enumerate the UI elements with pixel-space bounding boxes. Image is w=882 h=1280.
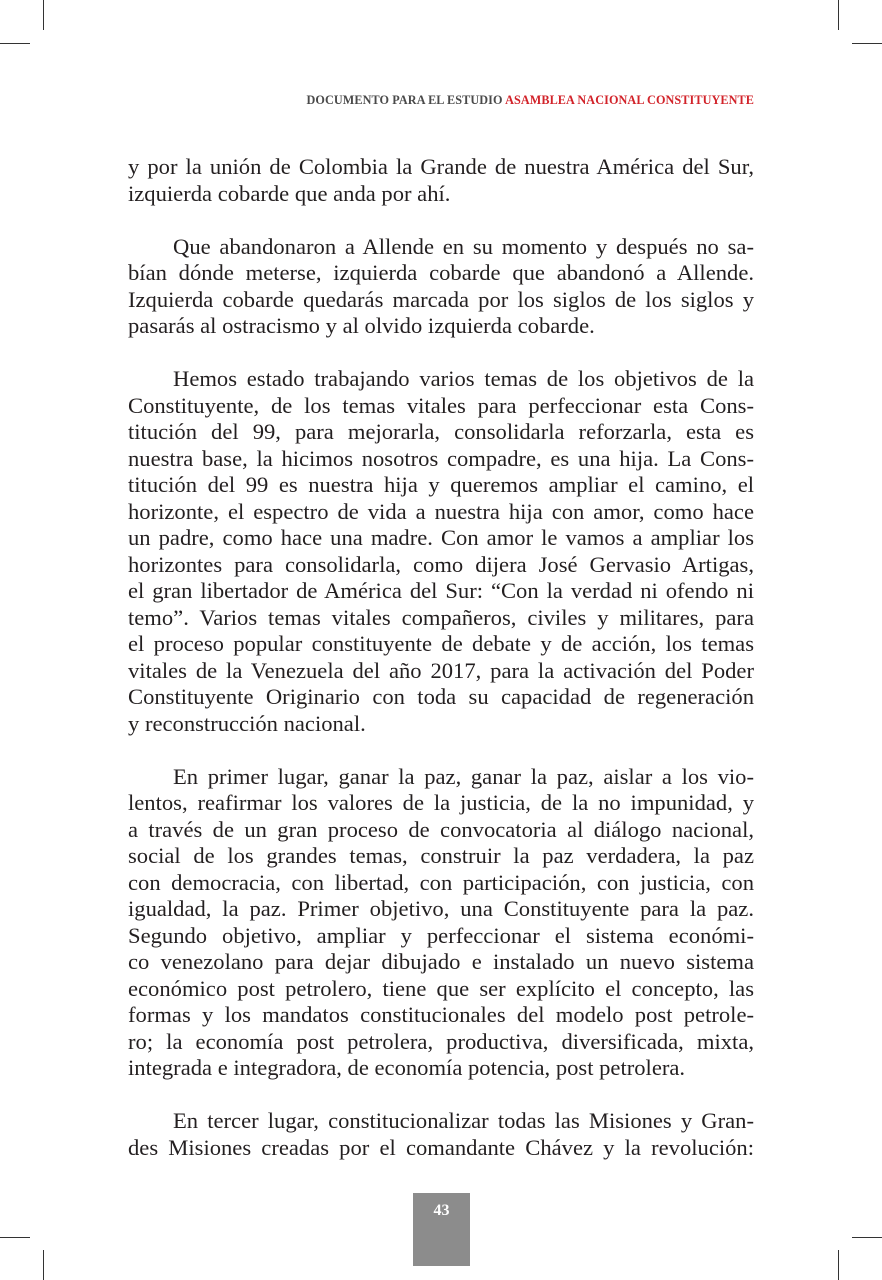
text-line: izquierda cobarde que anda por ahí. (128, 180, 451, 206)
text-line: y por la unión de Colombia la Grande de nuestra América del Sur, (128, 154, 754, 179)
text-line: Hemos estado trabajando varios temas de los objetivos de la (173, 366, 754, 391)
text-line: a través de un gran proceso de convocatoria al diálogo nacional, (128, 816, 754, 842)
paragraph (128, 764, 754, 1082)
paragraph (128, 1108, 754, 1161)
page-number (413, 1193, 470, 1266)
text-line: des Misiones creadas por el comandante Chávez y la revolución: (128, 1134, 754, 1160)
header-title: ASAMBLEA NACIONAL CONSTITUYENTE (505, 93, 754, 107)
text-line: social de los grandes temas, construir la paz verdadera, la paz (128, 843, 754, 868)
crop-mark (0, 43, 30, 44)
paragraph (128, 366, 754, 737)
text-line: Constituyente, de los temas vitales para perfeccionar esta Cons- (128, 392, 754, 418)
paragraph (128, 154, 754, 207)
text-line: horizonte, el espectro de vida a nuestra hija con amor, como hace (128, 498, 754, 524)
header-prefix: DOCUMENTO PARA EL ESTUDIO (306, 93, 503, 107)
text-line: pasarás al ostracismo y al olvido izquierda cobarde. (128, 313, 595, 338)
text-line: horizontes para consolidarla, como dijera José Gervasio Artigas, (128, 551, 754, 577)
crop-mark (43, 1250, 44, 1280)
text-line: En tercer lugar, constitucionalizar todas las Misiones y Gran- (173, 1108, 754, 1133)
crop-mark (852, 43, 882, 44)
page-number-text: 43 (433, 1202, 450, 1219)
text-line: vitales de la Venezuela del año 2017, para la activación del Poder (128, 657, 754, 683)
text-line: titución del 99 es nuestra hija y queremos ampliar el camino, el (128, 472, 754, 497)
body-text (128, 154, 754, 1188)
text-line: económico post petrolero, tiene que ser explícito el concepto, las (128, 975, 754, 1001)
crop-mark (838, 1250, 839, 1280)
text-line: Izquierda cobarde quedarás marcada por los siglos de los siglos y (128, 286, 754, 312)
crop-mark (838, 0, 839, 30)
text-line: igualdad, la paz. Primer objetivo, una Constituyente para la paz. (128, 896, 754, 921)
text-line: titución del 99, para mejorarla, consolidarla reforzarla, esta es (128, 419, 754, 444)
crop-mark (852, 1237, 882, 1238)
text-line: nuestra base, la hicimos nosotros compadre, es una hija. La Cons- (128, 445, 754, 471)
text-line: y reconstrucción nacional. (128, 710, 366, 736)
text-line: Que abandonaron a Allende en su momento y después no sa- (173, 233, 754, 259)
paragraph (128, 234, 754, 340)
text-line: integrada e integradora, de economía potencia, post petrolera. (128, 1055, 686, 1080)
text-line: co venezolano para dejar dibujado e instalado un nuevo sistema (128, 949, 754, 974)
crop-mark (0, 1237, 30, 1238)
text-line: el gran libertador de América del Sur: “Con la verdad ni ofendo ni (128, 578, 754, 603)
text-line: temo”. Varios temas vitales compañeros, civiles y militares, para (128, 604, 754, 630)
text-line: el proceso popular constituyente de debate y de acción, los temas (128, 631, 754, 656)
text-line: En primer lugar, ganar la paz, ganar la paz, aislar a los vio- (173, 763, 754, 789)
text-line: Segundo objetivo, ampliar y perfeccionar el sistema económi- (128, 922, 754, 948)
text-line: formas y los mandatos constitucionales del modelo post petrole- (128, 1002, 754, 1027)
text-line: con democracia, con libertad, con participación, con justicia, con (128, 869, 754, 895)
text-line: lentos, reafirmar los valores de la justicia, de la no impunidad, y (128, 790, 754, 815)
running-header (307, 93, 755, 108)
text-line: ro; la economía post petrolera, productiva, diversificada, mixta, (128, 1028, 754, 1054)
text-line: un padre, como hace una madre. Con amor le vamos a ampliar los (128, 525, 754, 550)
crop-mark (43, 0, 44, 30)
text-line: Constituyente Originario con toda su capacidad de regeneración (128, 684, 754, 709)
text-line: bían dónde meterse, izquierda cobarde que abandonó a Allende. (128, 260, 754, 285)
